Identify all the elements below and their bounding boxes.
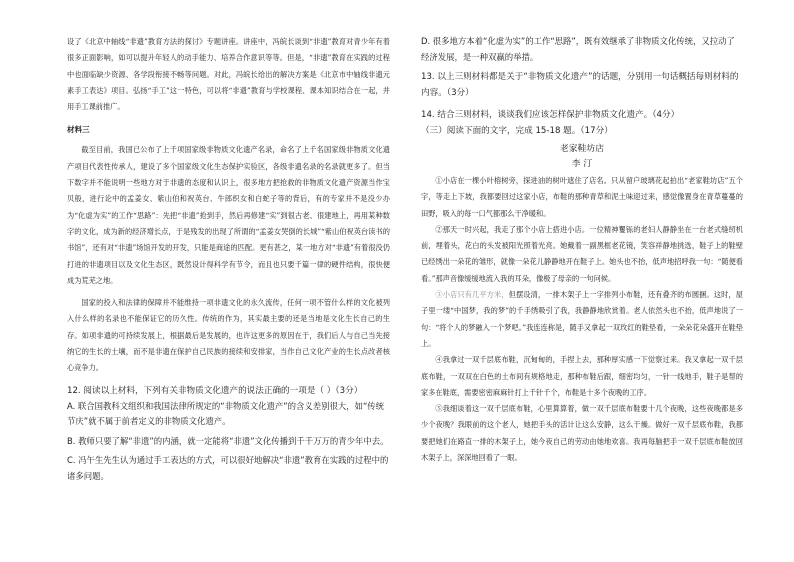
section-3-instructions: （三）阅读下面的文字，完成 15-18 题。（17分） [421, 126, 613, 136]
question-13: 13. 以上三则材料都是关于“非物质文化遗产”的话题，分别用一句话概括每则材料的内容。（3分） [421, 72, 739, 98]
question-12-option-b: B. 教师只要了解“非遗”的内涵，就一定能将“非遗”文化传播到千千万万的青少年中去。 [67, 435, 389, 446]
question-14: 14. 结合三则材料，谈谈我们应该怎样保护非物质文化遗产。（4分） [421, 110, 680, 120]
story-paragraph-5: ⑤我细谈着这一双千层底布鞋，心里算算着，做一双千层底布鞋要十几个夜晚，这些夜晚都是多少个夜晚？我眼前的这个老人，她把手头的活计让这么安静，这么干燥。做好一双千层底布鞋，我都要把她们在路直一排的木架子上，她今夜自己的劳动由她地欢喜。我再每脑把手一双千层底布鞋放回木架子上，深深地回看了一眼。 [421, 404, 743, 463]
material3-paragraph-2: 国家的投入和法律的保障并不能维持一项非遗文化的永久流传，任何一项不管什么样的文化被列入什么样的名录也不能保证它的历久性。传统的作为，其实最主要的还是当地是文化生长自己的生存。如项非遗的可持续发展上，根据最后是发展的，也许这更多的原因在于，我们后人与自己当先接纳它的生长的土壤，而不是非遗在保护自己民族的接续和安排家，当作自己文化产业的生长点改者核心竞争力。 [67, 298, 390, 373]
material3-heading: 材料三 [67, 125, 90, 135]
question-12-option-c: C. 冯午生先生认为通过手工表达的方式，可以很好地解决“非遗”教育在实践的过程中的诸多问题。 [67, 455, 389, 481]
question-12-option-a: A. 联合国教科文组织和我国法律所规定的“非物质文化遗产”的含义差别很大，如“传统节庆”就不属于前者定义的非物质文化遗产。 [67, 400, 385, 427]
question-12: 12. 阅读以上材料，下列有关非物质文化遗产的说法正确的一项是（ ）（3分） [67, 385, 363, 396]
right-column [421, 34, 743, 466]
material3-paragraph-1: 截至目前，我国已公布了上千项国家级非物质文化遗产名录，命名了上千名国家级非物质文化遗产项目代表性传承人，建设了多个国家级文化生态保护实验区，各级非遗名录的名录就更多了。但当下数字并不能说明一些地方对于非遗的态度和认识上，很多地方把抢救的非物质文化遗产资源当作宝贝般，进行论中的孟姜女、紫山伯和祝英台、牛郎织女和白蛇子等的背后，有的专家并不是没少办为“化虚为实”的工作“思路”：先把“非遗”抢到手，然后再修建“实”到很古老、很建地上，再用某种数字的文化，成为新的经济增长点，于是残发的出现了所谓的“孟姜女哭倒的长城”“紫山伯祝英台读书的书馆”，还有对“非遗”场馆开发的开发，只能是商途的匹配。更有甚之，某一地方对“非遗”有着很没仍打进的非遗项目以及文化生态区，既然设计得科学有节令，而且也只要千篇一律的硬件结构，很快便成为荒芜之地。 [67, 145, 390, 285]
left-column [67, 34, 390, 488]
intro-paragraph: 设了《北京中轴线“非遗”教育方法的探讨》专题讲座。讲座中，冯皖长谈到“非遗”教育对青少年有着很多正面影响，如可以提升年轻人的动手能力、培养合作意识等等。但是，“非遗”教育在实践的过程中也面临缺少资源、各学段衔接不畅等问题。对此，冯皖长给出的解决方案是《北京市中轴线非遗元素手工表达》项目。弘扬“手工”这一特色，可以将“非遗”教育与学校课程、课本知识结合在一起，并用手工课前推广。 [67, 37, 390, 112]
story-paragraph-2: ②那天一时兴起，我走了那个小店上搭进小店。一位精神矍铄的老妇人静静坐在一台老式缝纫机前，埋着头，花白的头发被阳光照着光亮。她戴着一副黑框老花镜，笑容祥静地挑选，鞋子上的鞋壁已经绣出一朵花的雏形，就像一朵花儿静静地开在鞋子上。她头也不抬，低声地招呼我一句：“随便看看。”那声音像缓缓地流入我的耳朵，像极了母亲的一句问候。 [421, 224, 743, 283]
story-paragraph-3-body: 但摆设清，一排木架子上一字排列小布鞋，还有叠齐的布圆捆。这时，屋子里一缕“中国梦，我的梦”的千手绣吸引了我，我静静地欣赏着。老人依然头也不抬，低声地说了一句：“将个人的梦融入一个梦吧。”我连连称是，随手又拿起一双玫红的鞋垫看，一朵朵花朵盛开在鞋垫上。 [421, 290, 743, 348]
story-paragraph-3 [421, 287, 743, 352]
story-title: 老家鞋坊店 [560, 144, 604, 154]
question-12-option-d: D. 很多地方本着“化虚为实”的工作“思路”，既有效继承了非物质文化传统，又拉动了经济发展，是一种双赢的举措。 [421, 36, 735, 62]
story-paragraph-4: ④我拿过一双千层底布鞋，沉甸甸的，手捏上去，那种厚实感一下觉察过来。我又拿起一双千层底布鞋，一双双在白色的土布间有规格地走，那种布鞋后跟，细密均匀，一针一线地手，鞋子是帮的家多在鞋底，需要密密麻麻针打上千针千个，布鞋是十多个夜晚的工序。 [421, 355, 743, 397]
story-author: 李 汀 [571, 159, 593, 169]
story-paragraph-3-lead: ③小店只有几平方米， [435, 290, 509, 300]
story-paragraph-1: ①小店在一棵小叶榕树旁，探进油的树叶遮住了店名。只从留户玻璃花起拍出“老家鞋坊店”五个字，等走上下坡，我都要回过这家小店，布鞋的那种青草和泥土味迎过来，感觉像置身在青草蔓蔓的田野，吸入的每一口气都那么干净暖和。 [421, 176, 743, 218]
